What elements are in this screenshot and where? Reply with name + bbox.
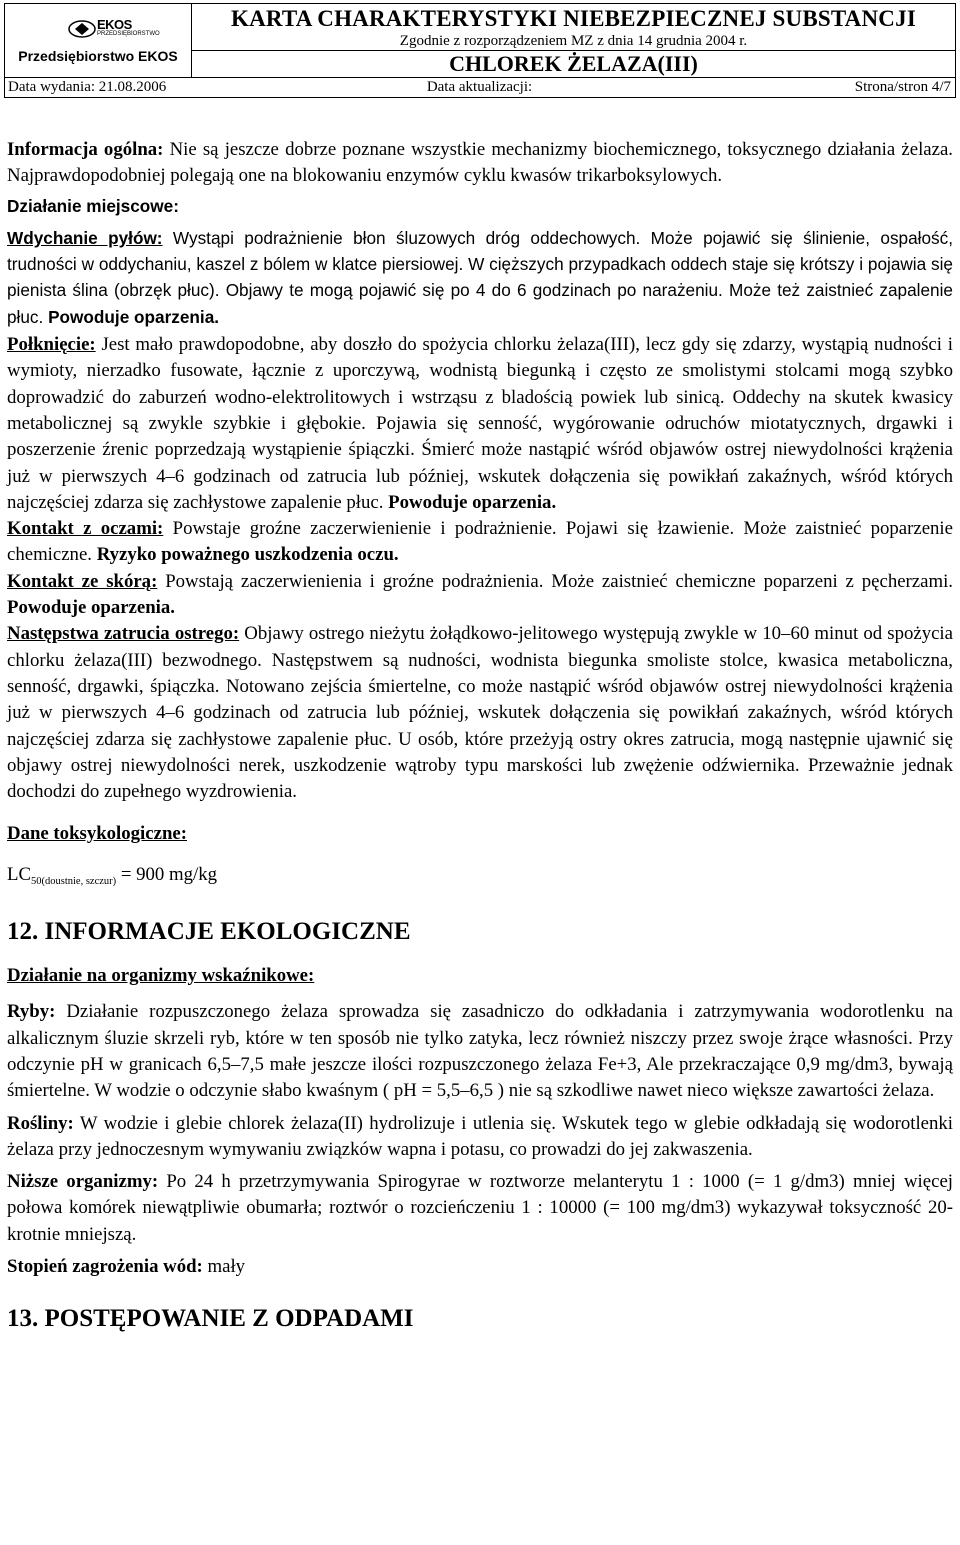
swallow-label: Połknięcie: bbox=[7, 334, 96, 356]
plants-text: W wodzie i glebie chlorek żelaza(II) hydrolizuje i utlenia się. Wskutek tego w glebie odkładają się wodorotlenki żelaza przy jednoczesnym wymywaniu związków wapna i potasu, co prowadzi do jej zakwaszenia. bbox=[7, 1112, 953, 1160]
company-logo bbox=[5, 11, 191, 71]
swallow-paragraph bbox=[7, 332, 953, 516]
lower-text: Po 24 h przetrzymywania Spirogyrae w roztworze melanterytu 1 : 1000 (= 1 g/dm3) mniej więcej połowa komórek niewątpliwie obumarła; roztwór o rozcieńczeniu 1 : 10000 (= 100 mg/dm3) wykazywał toksyczność 20-krotnie mniejszą. bbox=[7, 1171, 953, 1245]
fish-label: Ryby: bbox=[7, 1001, 56, 1023]
eye-paragraph bbox=[7, 516, 953, 569]
section-13-heading: 13. POSTĘPOWANIE Z ODPADAMI bbox=[7, 1305, 414, 1333]
general-text: Nie są jeszcze dobrze poznane wszystkie mechanizmy biochemicznego, toksycznego działania żelaza. Najprawdopodobniej polegają one na blokowaniu enzymów cyklu kwasów trikarboksylowych. bbox=[7, 139, 953, 187]
plants-label: Rośliny: bbox=[7, 1112, 74, 1134]
lc50-value: $LC_{50(doustnie, szczur)} = 900$ mg/kg bbox=[7, 863, 217, 887]
acute-label: Następstwa zatrucia ostrego: bbox=[7, 623, 240, 645]
inhalation-text: Wystąpi podrażnienie błon śluzowych dróg oddechowych. Może pojawić się ślinienie, ospałość, trudności w oddychaniu, kaszel z bólem w klatce piersiowej. W cięższych przypadkach oddech staje się krótszy i pojawia się pienista ślina (obrzęk płuc). Objawy te mogą pojawić się po 4 do 6 godzinach po narażeniu. Może też zaistnieć zapalenie płuc. bbox=[7, 227, 953, 327]
page-number: Strona/stron 4/7 bbox=[651, 78, 956, 98]
title-cell bbox=[192, 4, 956, 51]
logo-subtext: PRZEDSIĘBIORSTWO bbox=[97, 30, 160, 37]
company-name: Przedsiębiorstwo EKOS bbox=[18, 47, 178, 64]
water-hazard bbox=[7, 1254, 953, 1280]
plants-paragraph bbox=[7, 1111, 953, 1164]
swallow-bold: Powoduje oparzenia. bbox=[388, 491, 557, 513]
local-heading: Działanie miejscowe: bbox=[7, 195, 179, 216]
eye-label: Kontakt z oczami: bbox=[7, 518, 164, 540]
lower-label: Niższe organizmy: bbox=[7, 1171, 159, 1193]
inhalation-bold: Powoduje oparzenia. bbox=[48, 306, 220, 327]
document-title: KARTA CHARAKTERYSTYKI NIEBEZPIECZNEJ SUBSTANCJI bbox=[231, 6, 916, 31]
acute-paragraph bbox=[7, 621, 953, 805]
inhalation-label: Wdychanie pyłów: bbox=[7, 227, 163, 248]
tox-heading: Dane toksykologiczne: bbox=[7, 823, 187, 845]
logo-text: EKOS bbox=[97, 16, 132, 32]
document-body bbox=[7, 137, 953, 1334]
document-header bbox=[4, 3, 956, 108]
eye-text: Powstaje groźne zaczerwienienie i podrażnienie. Pojawi się łzawienie. Może zaistnieć poparzenie chemiczne. bbox=[7, 518, 953, 566]
fish-text: Działanie rozpuszczonego żelaza sprowadza się zasadniczo do odkładania i zatrzymywania wodorotlenku na alkalicznym śluzie skrzeli ryb, które w ten sposób nie tylko zatyka, lecz również niszczy przez swoje żrące własności. Przy odczynie pH w granicach 6,5–7,5 małe jeszcze ilości rozpuszczonego żelaza Fe+3, Ale przekraczające 0,9 mg/dm3, bywają śmiertelne. W wodzie o odczynie słabo kwaśnym ( pH = 5,5–6,5 ) nie są szkodliwe nawet nieco większe zawartości żelaza. bbox=[7, 1001, 953, 1102]
substance-name: CHLOREK ŻELAZA(III) bbox=[192, 51, 956, 78]
acute-text: Objawy ostrego nieżytu żołądkowo-jelitowego występują zwykle w 10–60 minut od spożycia chlorku żelaza(III) bezwodnego. Następstwem są nudności, wodnista biegunka smoliste stolce, kwasica metaboliczna, senność, drgawki, śpiączka. Notowano zejścia śmiertelne, co może nastąpić wśród objawów ostrej niewydolności krążenia już w pierwszych 4–6 godzinach od zatrucia lub później, wskutek dołączenia się powikłań zakaźnych, wśród których najczęściej zdarza się zachłystowe zapalenie płuc. U osób, które przeżyją ostry okres zatrucia, mogą następnie ujawnić się objawy ostrej niewydolności nerek, uszkodzenie wątroby typu marskości lub zwężenie odźwiernika. Przeważnie jednak dochodzi do zupełnego wyzdrowienia. bbox=[7, 623, 953, 803]
meta-table bbox=[4, 77, 956, 98]
logo-emblem-icon bbox=[67, 19, 97, 39]
header-table bbox=[4, 3, 956, 78]
swallow-text: Jest mało prawdopodobne, aby doszło do spożycia chlorku żelaza(III), lecz gdy się zdarzy, wystąpią nudności i wymioty, nierzadko fusowate, łącznie z uporczywą, wodnistą biegunką i często ze smolistymi stolcami mogą szybko doprowadzić do zaburzeń wodno-elektrolitowych i wstrząsu z bladością powiek lub sinicą. Oddechy na skutek kwasicy metabolicznej są zwykle szybkie i głębokie. Pojawia się senność, wygórowanie odruchów miotatycznych, drgawki i poszerzenie źrenic poprzedzają wystąpienie śpiączki. Śmierć może nastąpić wśród objawów ostrej niewydolności krążenia już w pierwszych 4–6 godzinach od zatrucia lub później, wskutek dołączenia się powikłań zakaźnych, wśród których najczęściej zdarza się zachłystowe zapalenie płuc. bbox=[7, 334, 953, 513]
logo-cell bbox=[5, 4, 192, 78]
issue-date: Data wydania: 21.08.2006 bbox=[5, 78, 309, 98]
eye-bold: Ryzyko poważnego uszkodzenia oczu. bbox=[96, 544, 399, 566]
document-subtitle: Zgodnie z rozporządzeniem MZ z dnia 14 grudnia 2004 r. bbox=[399, 33, 748, 49]
indicator-heading: Działanie na organizmy wskaźnikowe: bbox=[7, 965, 315, 987]
inhalation-paragraph bbox=[7, 225, 953, 330]
fish-paragraph bbox=[7, 999, 953, 1104]
skin-text: Powstają zaczerwienienia i groźne podrażnienia. Może zaistnieć chemiczne poparzeni z pęcherzami. bbox=[157, 570, 953, 592]
skin-label: Kontakt ze skórą: bbox=[7, 570, 158, 592]
hazard-label: Stopień zagrożenia wód: bbox=[7, 1255, 203, 1277]
skin-bold: Powoduje oparzenia. bbox=[7, 597, 175, 619]
lower-organisms-paragraph bbox=[7, 1169, 953, 1248]
section-12-heading: 12. INFORMACJE EKOLOGICZNE bbox=[7, 918, 411, 946]
skin-paragraph bbox=[7, 569, 953, 622]
hazard-value: mały bbox=[202, 1255, 246, 1277]
general-info bbox=[7, 137, 953, 190]
general-label: Informacja ogólna: bbox=[7, 139, 164, 160]
update-date: Data aktualizacji: bbox=[308, 78, 651, 98]
